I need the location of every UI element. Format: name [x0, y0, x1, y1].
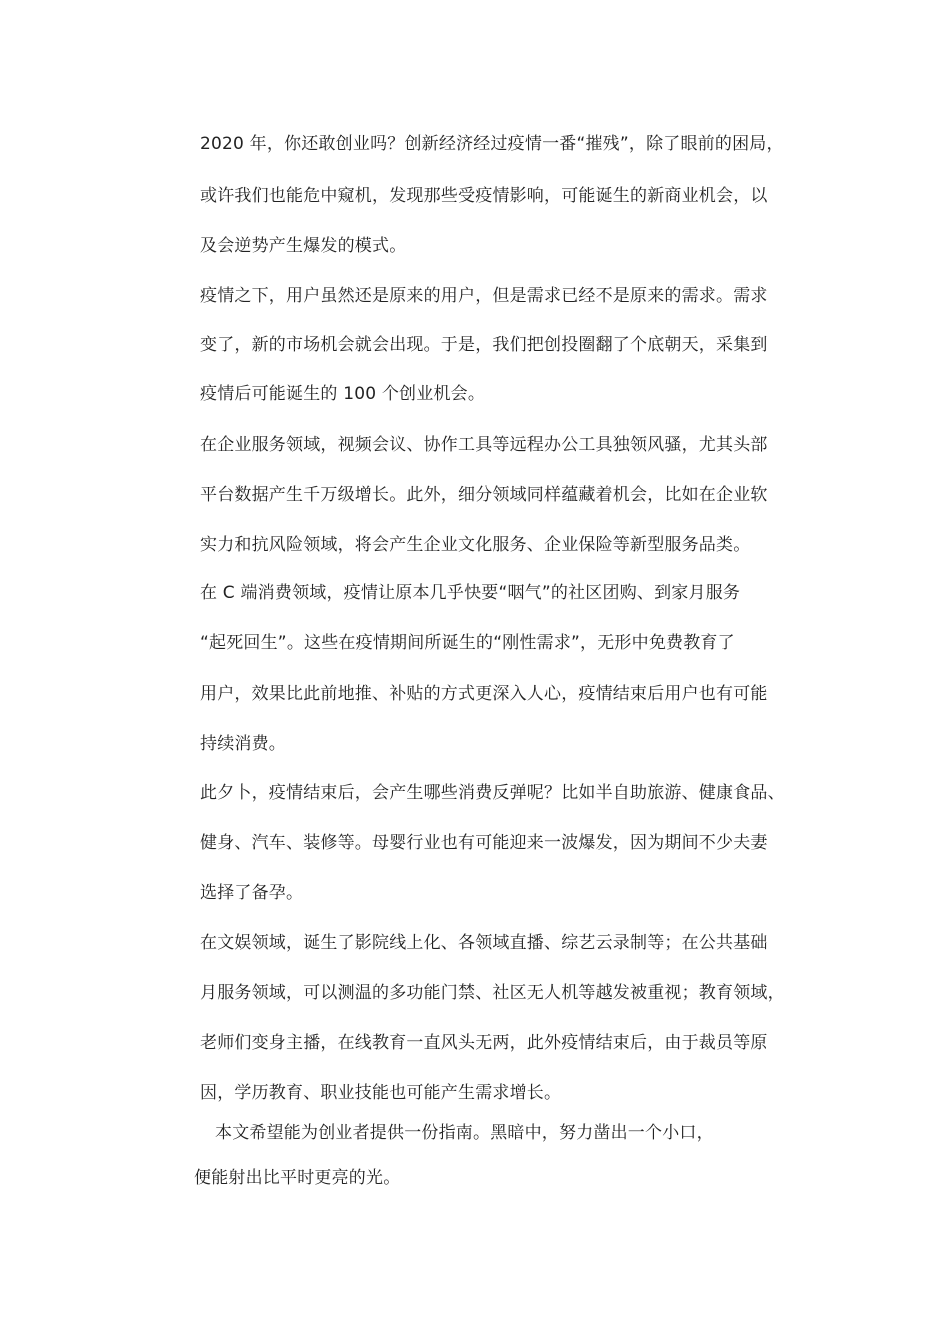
closing-line-1: 本文希望能为创业者提供一份指南。黑暗中，努力凿出一个小口， [215, 1123, 714, 1143]
paragraph-2-line-3: 疫情后可能诞生的 100 个创业机会。 [200, 384, 486, 404]
paragraph-6-line-1: 在文娱领域，诞生了影院线上化、各领域直播、综艺云录制等；在公共基础 [200, 933, 768, 953]
paragraph-3-line-2: 平台数据产生千万级增长。此外，细分领域同样蕴藏着机会，比如在企业软 [200, 485, 768, 505]
paragraph-5-line-1: 此夕卜，疫情结束后，会产生哪些消费反弹呢？比如半自助旅游、健康食品、 [200, 783, 785, 803]
paragraph-2-line-1: 疫情之下，用户虽然还是原来的用户，但是需求已经不是原来的需求。需求 [200, 286, 768, 306]
paragraph-6-line-4: 因，学历教育、职业技能也可能产生需求增长。 [200, 1083, 562, 1103]
paragraph-6-line-3: 老师们变身主播，在线教育一直风头无两，此外疫情结束后，由于裁员等原 [200, 1033, 768, 1053]
paragraph-2-line-2: 变了，新的市场机会就会出现。于是，我们把创投圈翻了个底朝天，采集到 [200, 335, 768, 355]
paragraph-4-line-4: 持续消费。 [200, 734, 286, 754]
closing-line-2: 便能射出比平时更亮的光。 [194, 1168, 401, 1188]
paragraph-3-line-1: 在企业服务领域，视频会议、协作工具等远程办公工具独领风骚，尤其头部 [200, 435, 768, 455]
paragraph-3-line-3: 实力和抗风险领域，将会产生企业文化服务、企业保险等新型服务品类。 [200, 535, 751, 555]
paragraph-6-line-2: 月服务领域，可以测温的多功能门禁、社区无人机等越发被重视；教育领域， [200, 983, 785, 1003]
paragraph-1-line-1: 2020 年，你还敢创业吗？创新经济经过疫情一番“摧残”，除了眼前的困局， [200, 134, 784, 154]
paragraph-4-line-1: 在 C 端消费领域，疫情让原本几乎快要“咽气”的社区团购、到家月服务 [200, 583, 741, 603]
paragraph-1-line-2: 或许我们也能危中窥机，发现那些受疫情影响，可能诞生的新商业机会，以 [200, 186, 768, 206]
paragraph-1-line-3: 及会逆势产生爆发的模式。 [200, 236, 407, 256]
paragraph-4-line-2: “起死回生”。这些在疫情期间所诞生的“刚性需求”，无形中免费教育了 [200, 633, 735, 653]
paragraph-4-line-3: 用户，效果比此前地推、补贴的方式更深入人心，疫情结束后用户也有可能 [200, 684, 768, 704]
paragraph-5-line-2: 健身、汽车、装修等。母婴行业也有可能迎来一波爆发，因为期间不少夫妻 [200, 833, 768, 853]
paragraph-5-line-3: 选择了备孕。 [200, 883, 304, 903]
